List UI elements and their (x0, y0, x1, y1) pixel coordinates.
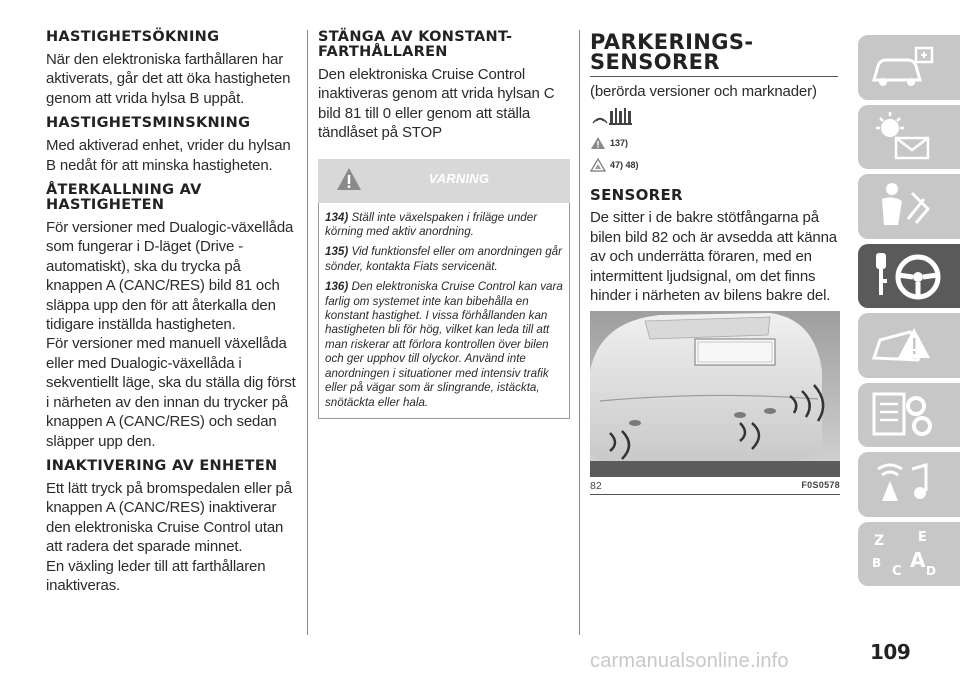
paragraph-speed-recall-2: För versioner med manuell växellåda eller med Dualogic-växellåda i sekventiellt läge, ska du ställa dig först i närheten av den innan du trycker på knappen A (CANC/RES) och sedan släpper upp den. (46, 335, 296, 450)
tab-maintenance[interactable] (858, 383, 960, 448)
car-dashboard-icon (868, 40, 938, 94)
subtitle-versions: (berörda versioner och marknader) (590, 83, 817, 100)
figure-code: F0S0578 (801, 480, 840, 491)
svg-text:E: E (918, 529, 927, 545)
tab-warning-lights[interactable] (858, 105, 960, 170)
svg-text:Z: Z (874, 532, 885, 549)
paragraph-speed-recall-1: För versioner med Dualogic-växellåda som fungerar i D-läget (Drive - automatiskt), ska du trycka på knappen A (CANC/RES) bild 81 och släppa upp den för att återkalla den tidigare inställda hastigheten. (46, 219, 294, 334)
reference-note (590, 136, 840, 150)
paragraph-deactivation-1: Ett lätt tryck på bromspedalen eller på knappen A (CANC/RES) inaktiverar den elektroniska Cruise Control utan att radera det sparade minnet. (46, 479, 292, 556)
warning-item-number: 135) (325, 245, 349, 259)
warning-title: VARNING (428, 170, 490, 186)
index-icon (868, 527, 938, 581)
heading-deactivation: INAKTIVERING AV ENHETEN (46, 457, 278, 474)
svg-text:B: B (872, 555, 882, 570)
maintenance-icon (868, 388, 938, 442)
tab-car-dashboard[interactable] (858, 35, 960, 100)
heading-parking-sensors: PARKERINGS-SENSORER (590, 30, 754, 74)
svg-text:C: C (892, 563, 902, 579)
tab-starting-driving[interactable] (858, 244, 960, 309)
column-2 (318, 30, 570, 419)
reference-number: 47) 48) (610, 160, 639, 171)
heading-sensors: SENSORER (590, 186, 683, 205)
warning-header (318, 159, 570, 203)
warning-item (325, 211, 563, 240)
figure-rule (590, 494, 840, 495)
heading-speed-decrease: HASTIGHETSMINSKNING (46, 115, 251, 132)
warning-lights-icon (868, 110, 938, 164)
parking-sensor-icon (590, 105, 636, 127)
watermark: carmanualsonline.info (590, 650, 789, 672)
caution-triangle-icon (590, 158, 606, 172)
emergency-icon (868, 318, 938, 372)
tab-safety[interactable] (858, 174, 960, 239)
chapter-tabs (858, 35, 960, 591)
svg-text:D: D (926, 563, 936, 578)
car-rear-bumper-image (590, 311, 840, 477)
figure-number: 82 (590, 480, 602, 493)
column-divider (307, 30, 308, 635)
heading-speed-recall: ÅTERKALLNING AV HASTIGHETEN (46, 182, 202, 214)
paragraph-speed-increase: När den elektroniska farthållaren har aktiverats, går det att öka hastigheten genom att vrida hylsa B uppåt. (46, 51, 291, 107)
tab-multimedia[interactable] (858, 452, 960, 517)
warning-item-text: Ställ inte växelspaken i friläge under körning med aktiv anordning. (325, 210, 538, 239)
warning-triangle-icon (590, 136, 606, 150)
reference-number: 137) (610, 138, 629, 149)
column-1 (46, 30, 298, 601)
warning-item-number: 134) (325, 210, 349, 224)
column-3 (590, 30, 840, 495)
warning-item-number: 136) (325, 280, 349, 294)
warning-item-text: Vid funktionsfel eller om anordningen går sönder, kontakta Fiats servicenät. (325, 245, 562, 273)
paragraph-cruise-off: Den elektroniska Cruise Control inaktiveras genom att vrida hylsan C bild 81 till 0 eller genom att ställa tändlåset på STOP (318, 66, 555, 142)
warning-item-text: Den elektroniska Cruise Control kan vara farlig om systemet inte kan bibehålla en konstant hastighet. I vissa förhållanden kan hastigheten bli för hög, vilket kan leda till att man riskerar att förlora kontrollen över bilen och ger upphov till olyckor. Använd inte anordningen i situationer med intensiv trafik eller på vägar som är slingrande, istäckta, snötäckta eller hala. (325, 280, 563, 409)
figure-caption (590, 480, 840, 492)
warning-box (318, 203, 570, 419)
svg-text:A: A (910, 547, 926, 572)
tab-emergency[interactable] (858, 313, 960, 378)
page-number: 109 (870, 640, 911, 664)
paragraph-deactivation-2: En växling leder till att farthållaren inaktiveras. (46, 557, 266, 594)
paragraph-speed-decrease: Med aktiverad enhet, vrider du hylsan B nedåt för att minska hastigheten. (46, 137, 291, 174)
tab-index[interactable] (858, 522, 960, 587)
column-divider (579, 30, 580, 635)
paragraph-sensors: De sitter i de bakre stötfångarna på bilen bild 82 och är avsedda att känna av och underrätta föraren, med en intermittent ljudsignal, om det finns hinder i närheten av bilens bakre del. (590, 209, 837, 305)
reference-note (590, 158, 840, 172)
key-steering-wheel-icon (868, 249, 948, 303)
heading-cruise-off: STÄNGA AV KONSTANT-FARTHÅLLAREN (318, 29, 513, 60)
warning-item (325, 245, 563, 274)
warning-item (325, 280, 563, 410)
figure-parking-sensors-photo (590, 311, 840, 477)
heading-speed-increase: HASTIGHETSÖKNING (46, 29, 220, 45)
safety-airbag-icon (868, 179, 938, 233)
heading-rule (590, 76, 838, 77)
multimedia-icon (868, 457, 938, 511)
